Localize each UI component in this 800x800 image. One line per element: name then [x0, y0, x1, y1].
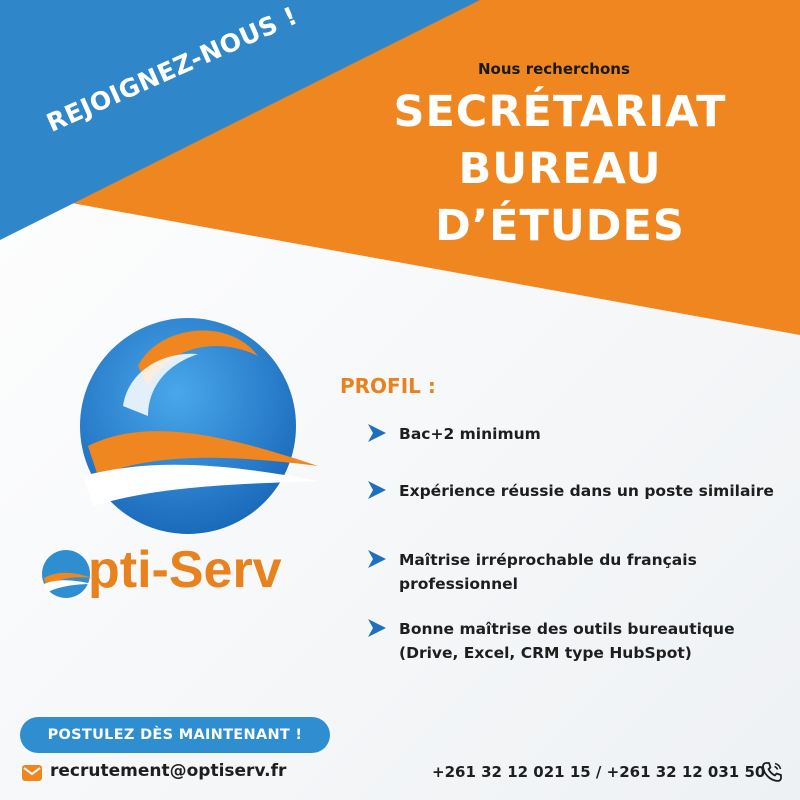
list-item: [366, 479, 776, 503]
job-title-line: D’ÉTUDES: [435, 201, 685, 251]
globe-swoosh-logo-icon: [68, 316, 322, 542]
chevron-right-icon: [366, 422, 388, 444]
envelope-icon: [22, 765, 42, 781]
list-item: [366, 617, 776, 665]
requirement-text: Expérience réussie dans un poste similaire: [399, 482, 774, 500]
join-us-label: REJOIGNEZ-NOUS !: [42, 0, 302, 138]
phone-icon: [760, 760, 784, 784]
apply-now-button[interactable]: POSTULEZ DÈS MAINTENANT !: [20, 717, 330, 753]
profile-title: PROFIL :: [340, 374, 436, 398]
list-item: [366, 422, 776, 446]
job-title-line: BUREAU: [458, 144, 662, 194]
contact-email[interactable]: recrutement@optiserv.fr: [50, 761, 287, 781]
chevron-right-icon: [366, 548, 388, 570]
list-item: [366, 548, 776, 596]
requirement-text: Bac+2 minimum: [399, 425, 541, 443]
chevron-right-icon: [366, 479, 388, 501]
job-title: [350, 84, 770, 255]
requirement-text: Maîtrise irréprochable du français professionnel: [399, 551, 697, 593]
kicker-text: Nous recherchons: [478, 60, 630, 78]
brand-o-icon: [36, 544, 96, 604]
contact-phones[interactable]: +261 32 12 021 15 / +261 32 12 031 50: [432, 763, 766, 781]
job-title-line: SECRÉTARIAT: [393, 87, 727, 137]
chevron-right-icon: [366, 617, 388, 639]
brand-name: pti-Serv: [88, 541, 282, 599]
requirement-text: Bonne maîtrise des outils bureautique (Drive, Excel, CRM type HubSpot): [399, 620, 735, 662]
